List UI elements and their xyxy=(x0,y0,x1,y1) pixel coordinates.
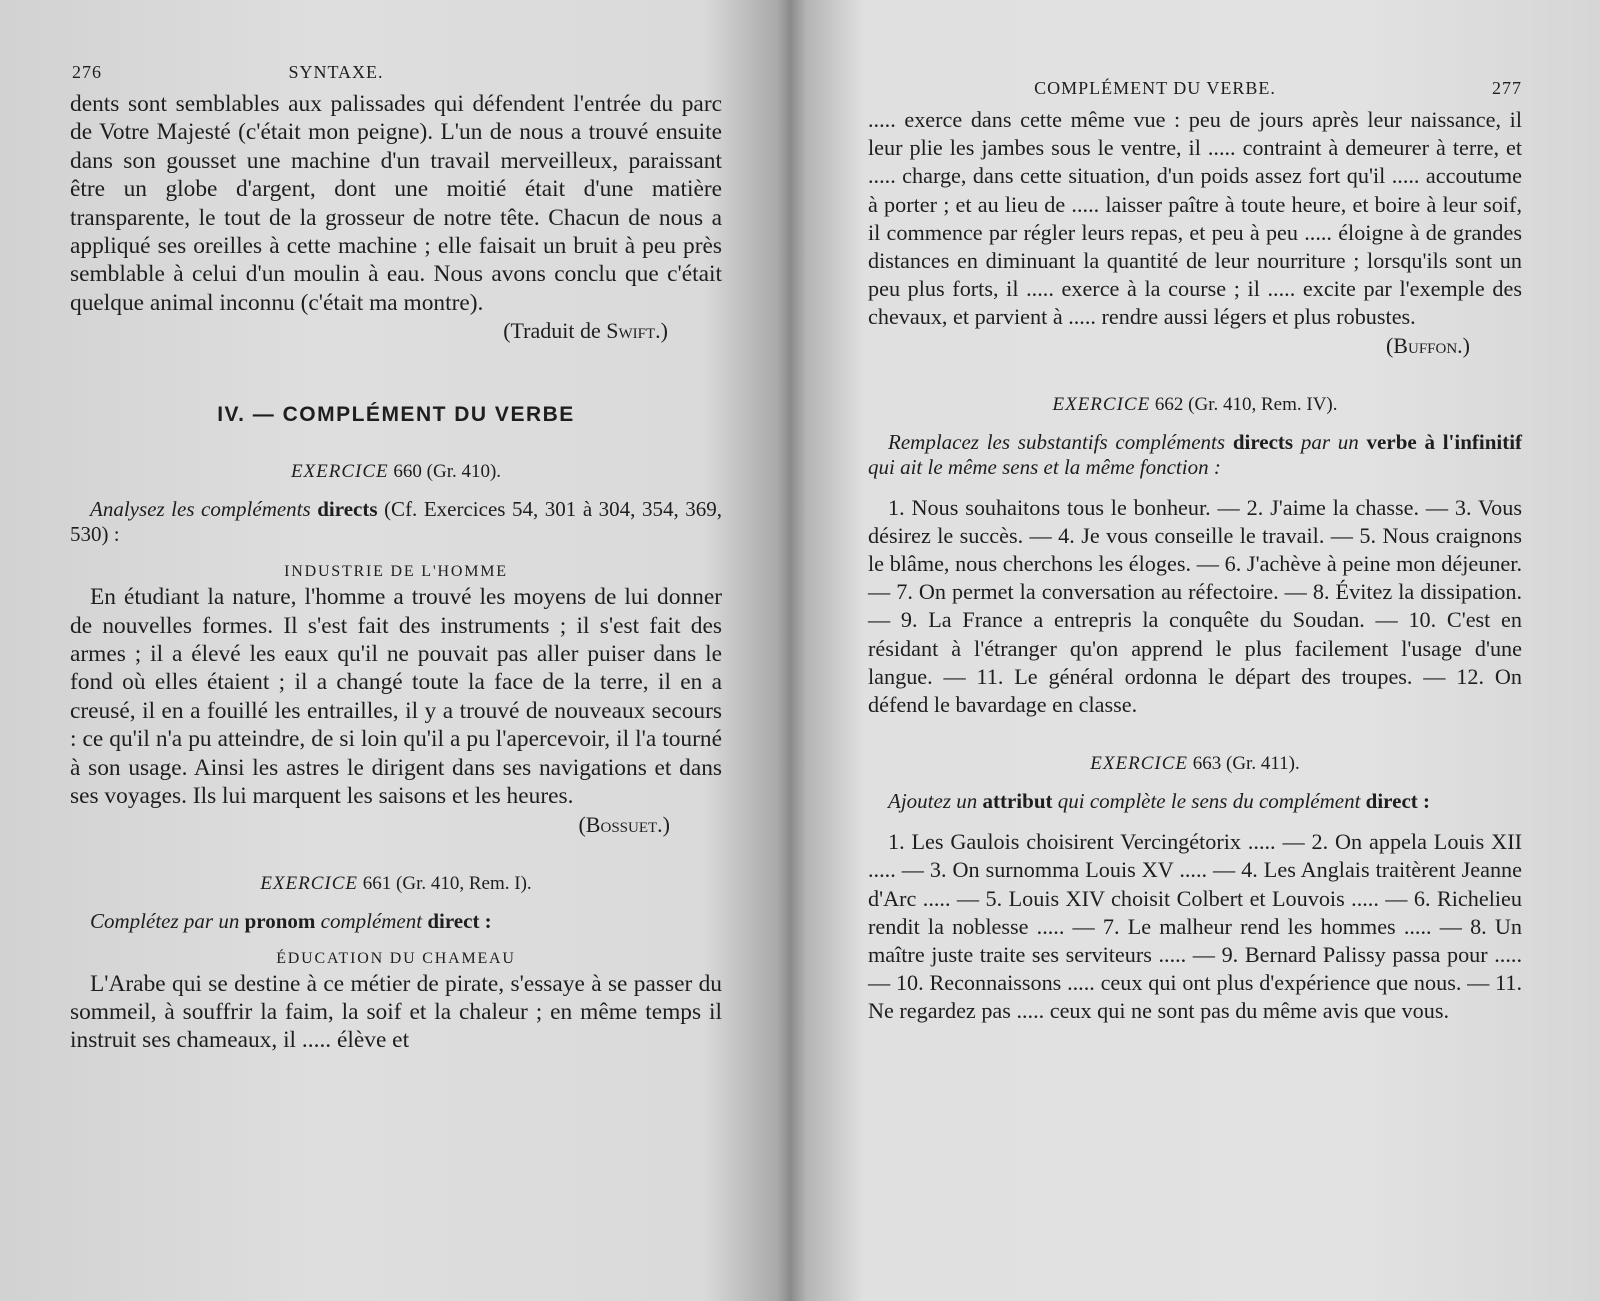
left-page-number: 276 xyxy=(72,62,102,82)
exercise-663-heading xyxy=(868,753,1522,775)
continued-attribution xyxy=(70,317,722,345)
left-running-head xyxy=(70,62,722,90)
exercise-660-ref: 660 (Gr. 410). xyxy=(393,461,502,483)
exercise-660-subtitle: INDUSTRIE DE L'HOMME xyxy=(284,563,508,581)
instruction-italic-1: Remplacez les substantifs compléments xyxy=(888,429,1226,454)
instruction-bold-2: verbe à l'infinitif xyxy=(1366,429,1523,454)
right-page-number: 277 xyxy=(1492,78,1522,98)
exercise-662-label: EXERCICE xyxy=(1052,393,1151,415)
exercise-663-text: 1. Les Gaulois choisirent Vercingétorix ..... — 2. On appela Louis XII ..... — 3. On surnomma Louis XV ..... — 4. Les Anglais traitèrent Jeanne d'Arc ..... — 5. Louis XIV choisit Colbert et Louvois ..... — 6. Richelieu rendit la noblesse ..... — 7. Le malheur rend les hommes ..... — 8. Un maître juste traite ses serviteurs ..... — 9. Bernard Palissy passa pour ..... — 10. Reconnaissons ..... ceux qui ont plus d'expérience que nous. — 11. Ne regardez pas ..... ceux qui ne sont pas du même avis que vous. xyxy=(868,829,1522,1024)
right-running-head xyxy=(868,78,1522,106)
instruction-bold-2: direct : xyxy=(427,908,492,933)
attribution-prefix: (Traduit de xyxy=(503,318,607,344)
exercise-661-text: L'Arabe qui se destine à ce métier de pirate, s'essaye à se passer du sommeil, à souffrir la faim, la soif et la chaleur ; en même temps il instruit ses chameaux, il ..... élève et xyxy=(70,970,722,1054)
exercise-662-instruction xyxy=(868,430,1522,480)
right-page xyxy=(800,0,1600,1301)
exercise-662-heading xyxy=(868,394,1522,416)
attribution-suffix: .) xyxy=(655,318,668,344)
instruction-italic-1: Ajoutez un xyxy=(888,789,978,814)
exercise-663-ref: 663 (Gr. 411). xyxy=(1192,753,1300,775)
right-page-column xyxy=(868,78,1522,1026)
instruction-italic-2: qui complète le sens du complément xyxy=(1057,789,1361,814)
exercise-662-ref: 662 (Gr. 410, Rem. IV). xyxy=(1154,393,1338,415)
instruction-italic-2: par un xyxy=(1300,429,1359,454)
exercise-661-attribution: (Buffon.) xyxy=(1385,332,1470,358)
exercise-661-heading xyxy=(70,873,722,895)
exercise-660-label: EXERCICE xyxy=(290,461,389,483)
instruction-bold-1: pronom xyxy=(244,908,316,933)
instruction-bold: directs xyxy=(317,497,378,522)
instruction-italic-3: qui ait le même sens et la même fonction : xyxy=(868,454,1221,479)
exercise-660-text: En étudiant la nature, l'homme a trouvé les moyens de lui donner de nouvelles formes. Il s'est fait des instruments ; il s'est fait des armes ; il a élevé les eaux qu'il ne pouvait pas aller puiser dans le fond où elles étaient ; il a changé toute la face de la terre, il en a creusé, il en a fouillé les entrailles, il y a trouvé de nouveaux secours : ce qu'il n'a pu atteindre, de si loin qu'il a pu l'apercevoir, il l'a tourné à son usage. Ainsi les astres le dirigent dans ses navigations et dans ses voyages. Ils lui marquent les saisons et les heures. xyxy=(70,584,722,810)
left-running-title: SYNTAXE. xyxy=(288,62,384,82)
exercise-660-attribution: (Bossuet.) xyxy=(578,811,670,837)
instruction-rest: (Cf. Exercices 54, 301 à 304, 354, 369, 530) : xyxy=(70,497,723,547)
exercise-662-text: 1. Nous souhaitons tous le bonheur. — 2. J'aime la chasse. — 3. Vous désirez le succès. — 4. Je vous conseille le travail. — 5. Nous craignons le blâme, nous cherchons les éloges. — 6. J'achève à peine mon déjeuner. — 7. On permet la conversation au réfectoire. — 8. Évitez la dissipation. — 9. La France a entrepris la conquête du Soudan. — 10. C'est en résidant à l'étranger qu'on apprend le plus facilement l'usage d'une langue. — 11. Le général ordonna le départ des troupes. — 12. On défend le bavardage en classe. xyxy=(868,494,1522,718)
instruction-bold-2: direct : xyxy=(1365,789,1431,814)
exercise-661-label: EXERCICE xyxy=(260,872,359,894)
instruction-bold-1: directs xyxy=(1232,429,1294,454)
section-heading: IV. — COMPLÉMENT DU VERBE xyxy=(217,403,575,427)
exercise-660-instruction xyxy=(70,497,722,547)
exercise-661-continued-text: ..... exerce dans cette même vue : peu de jours après leur naissance, il leur plie les jambes sous le ventre, il ..... contraint à demeurer à terre, et ..... charge, dans cette situation, d'un poids assez fort qu'il ..... accoutume à porter ; et au lieu de ..... laisser paître à toute heure, et boire à leur soif, il commence par régler leurs repas, et peu à peu ..... éloigne à de grandes distances en diminuant la quantité de leur nourriture ; lorsqu'ils sont un peu plus forts, il ..... exerce à la course ; il ..... excite par l'exemple des chevaux, et parvient à ..... rendre aussi légers et plus robustes. xyxy=(868,107,1522,330)
instruction-italic-2: complément xyxy=(320,908,423,933)
instruction-italic-1: Complétez par un xyxy=(90,908,240,933)
exercise-661-instruction xyxy=(70,909,722,934)
left-page xyxy=(0,0,790,1301)
instruction-bold-1: attribut xyxy=(982,789,1053,814)
attribution-author: Swift xyxy=(606,318,656,344)
exercise-661-ref: 661 (Gr. 410, Rem. I). xyxy=(362,872,532,894)
exercise-663-label: EXERCICE xyxy=(1090,753,1188,775)
exercise-660-heading xyxy=(70,461,722,483)
continued-passage: dents sont semblables aux palissades qui défendent l'entrée du parc de Votre Majesté (c'était mon peigne). L'un de nous a trouvé ensuite dans son gousset une machine d'un travail merveilleux, paraissant être un globe d'argent, dont une moitié était d'une matière transparente, le tout de la grosseur de notre tête. Chacun de nous a appliqué ses oreilles à cette machine ; elle faisait un bruit à peu près semblable à celui d'un moulin à eau. Nous avons conclu que c'était quelque animal inconnu (c'était ma montre). xyxy=(70,91,722,316)
left-page-column xyxy=(70,62,722,1055)
exercise-661-subtitle: ÉDUCATION DU CHAMEAU xyxy=(276,949,516,967)
right-running-title: COMPLÉMENT DU VERBE. xyxy=(1034,78,1276,98)
exercise-663-instruction xyxy=(868,789,1522,814)
instruction-italic: Analysez les compléments xyxy=(90,497,311,522)
